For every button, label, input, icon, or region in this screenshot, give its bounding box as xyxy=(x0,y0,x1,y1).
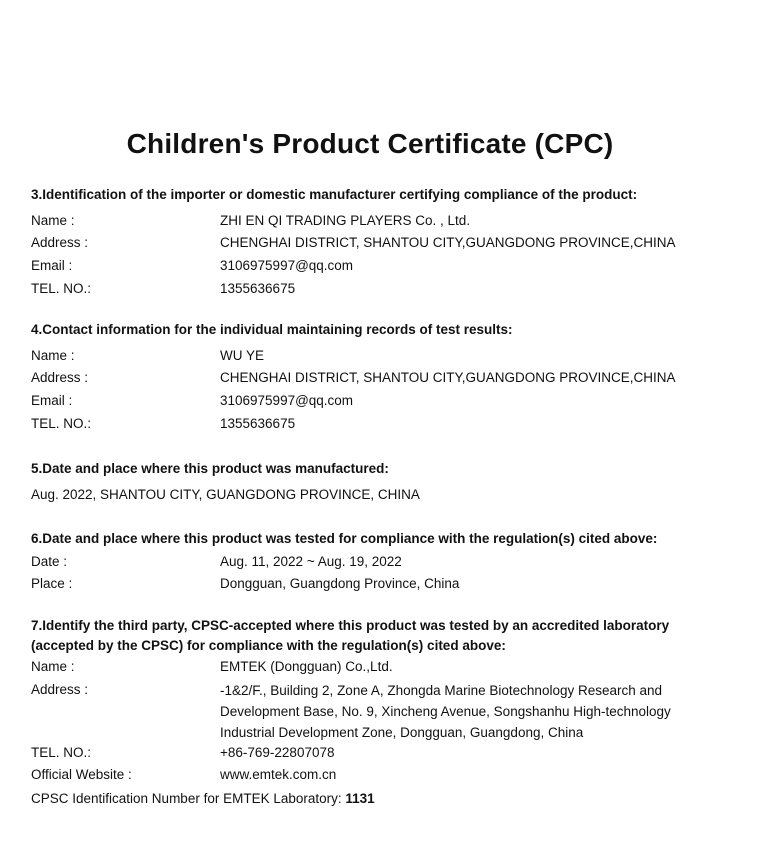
section7-name-value: EMTEK (Dongguan) Co.,Ltd. xyxy=(220,659,393,674)
section6-date-value: Aug. 11, 2022 ~ Aug. 19, 2022 xyxy=(220,554,402,569)
section7-cpsc-id xyxy=(31,789,375,809)
section3-tel-value: 1355636675 xyxy=(220,281,296,296)
section3-address-value: CHENGHAI DISTRICT, SHANTOU CITY,GUANGDONG PROVINCE,CHINA xyxy=(220,235,676,250)
section4-name-label: Name : xyxy=(31,348,75,363)
section3-heading: 3.Identification of the importer or domestic manufacturer certifying compliance of the product: xyxy=(31,187,638,202)
section7-tel-value: +86-769-22807078 xyxy=(220,745,335,760)
section7-cpsc-id-value: 1131 xyxy=(345,791,375,806)
section3-email-value: 3106975997@qq.com xyxy=(220,258,354,273)
section5-heading: 5.Date and place where this product was manufactured: xyxy=(31,461,389,476)
section5-text: Aug. 2022, SHANTOU CITY, GUANGDONG PROVINCE, CHINA xyxy=(31,487,420,502)
section6-date-label: Date : xyxy=(31,554,68,569)
page-title: Children's Product Certificate (CPC) xyxy=(126,128,614,159)
section4-name-value: WU YE xyxy=(220,348,265,363)
section4-tel-value: 1355636675 xyxy=(220,416,296,431)
section3-email-label: Email : xyxy=(31,258,73,273)
section7-address-value: -1&2/F., Building 2, Zone A, Zhongda Marine Biotechnology Research and Development Base, No. 9, Xincheng Avenue, Songshanhu High-technology Industrial Development Zone, Dongguan, Guangdong, China xyxy=(220,683,671,740)
section4-address-label: Address : xyxy=(31,370,89,385)
section7-name-label: Name : xyxy=(31,659,75,674)
section4-tel-label: TEL. NO.: xyxy=(31,416,92,431)
section7-heading: 7.Identify the third party, CPSC-accepted where this product was tested by an accredited laboratory (accepted by the CPSC) for compliance with the regulation(s) cited above: xyxy=(31,618,670,653)
section7-website-value: www.emtek.com.cn xyxy=(220,767,337,782)
section7-tel-label: TEL. NO.: xyxy=(31,745,92,760)
section4-address-value: CHENGHAI DISTRICT, SHANTOU CITY,GUANGDONG PROVINCE,CHINA xyxy=(220,370,676,385)
section6-place-value: Dongguan, Guangdong Province, China xyxy=(220,576,460,591)
section3-address-label: Address : xyxy=(31,235,89,250)
section4-email-label: Email : xyxy=(31,393,73,408)
section7-website-label: Official Website : xyxy=(31,767,132,782)
section7-address-label: Address : xyxy=(31,682,89,697)
section7-cpsc-id-label: CPSC Identification Number for EMTEK Laboratory: xyxy=(31,791,346,806)
section3-name-value: ZHI EN QI TRADING PLAYERS Co. , Ltd. xyxy=(220,213,471,228)
section4-heading: 4.Contact information for the individual maintaining records of test results: xyxy=(31,322,513,337)
section3-name-label: Name : xyxy=(31,213,75,228)
section3-tel-label: TEL. NO.: xyxy=(31,281,92,296)
section4-email-value: 3106975997@qq.com xyxy=(220,393,354,408)
section6-place-label: Place : xyxy=(31,576,73,591)
section6-heading: 6.Date and place where this product was tested for compliance with the regulation(s) cited above: xyxy=(31,531,658,546)
